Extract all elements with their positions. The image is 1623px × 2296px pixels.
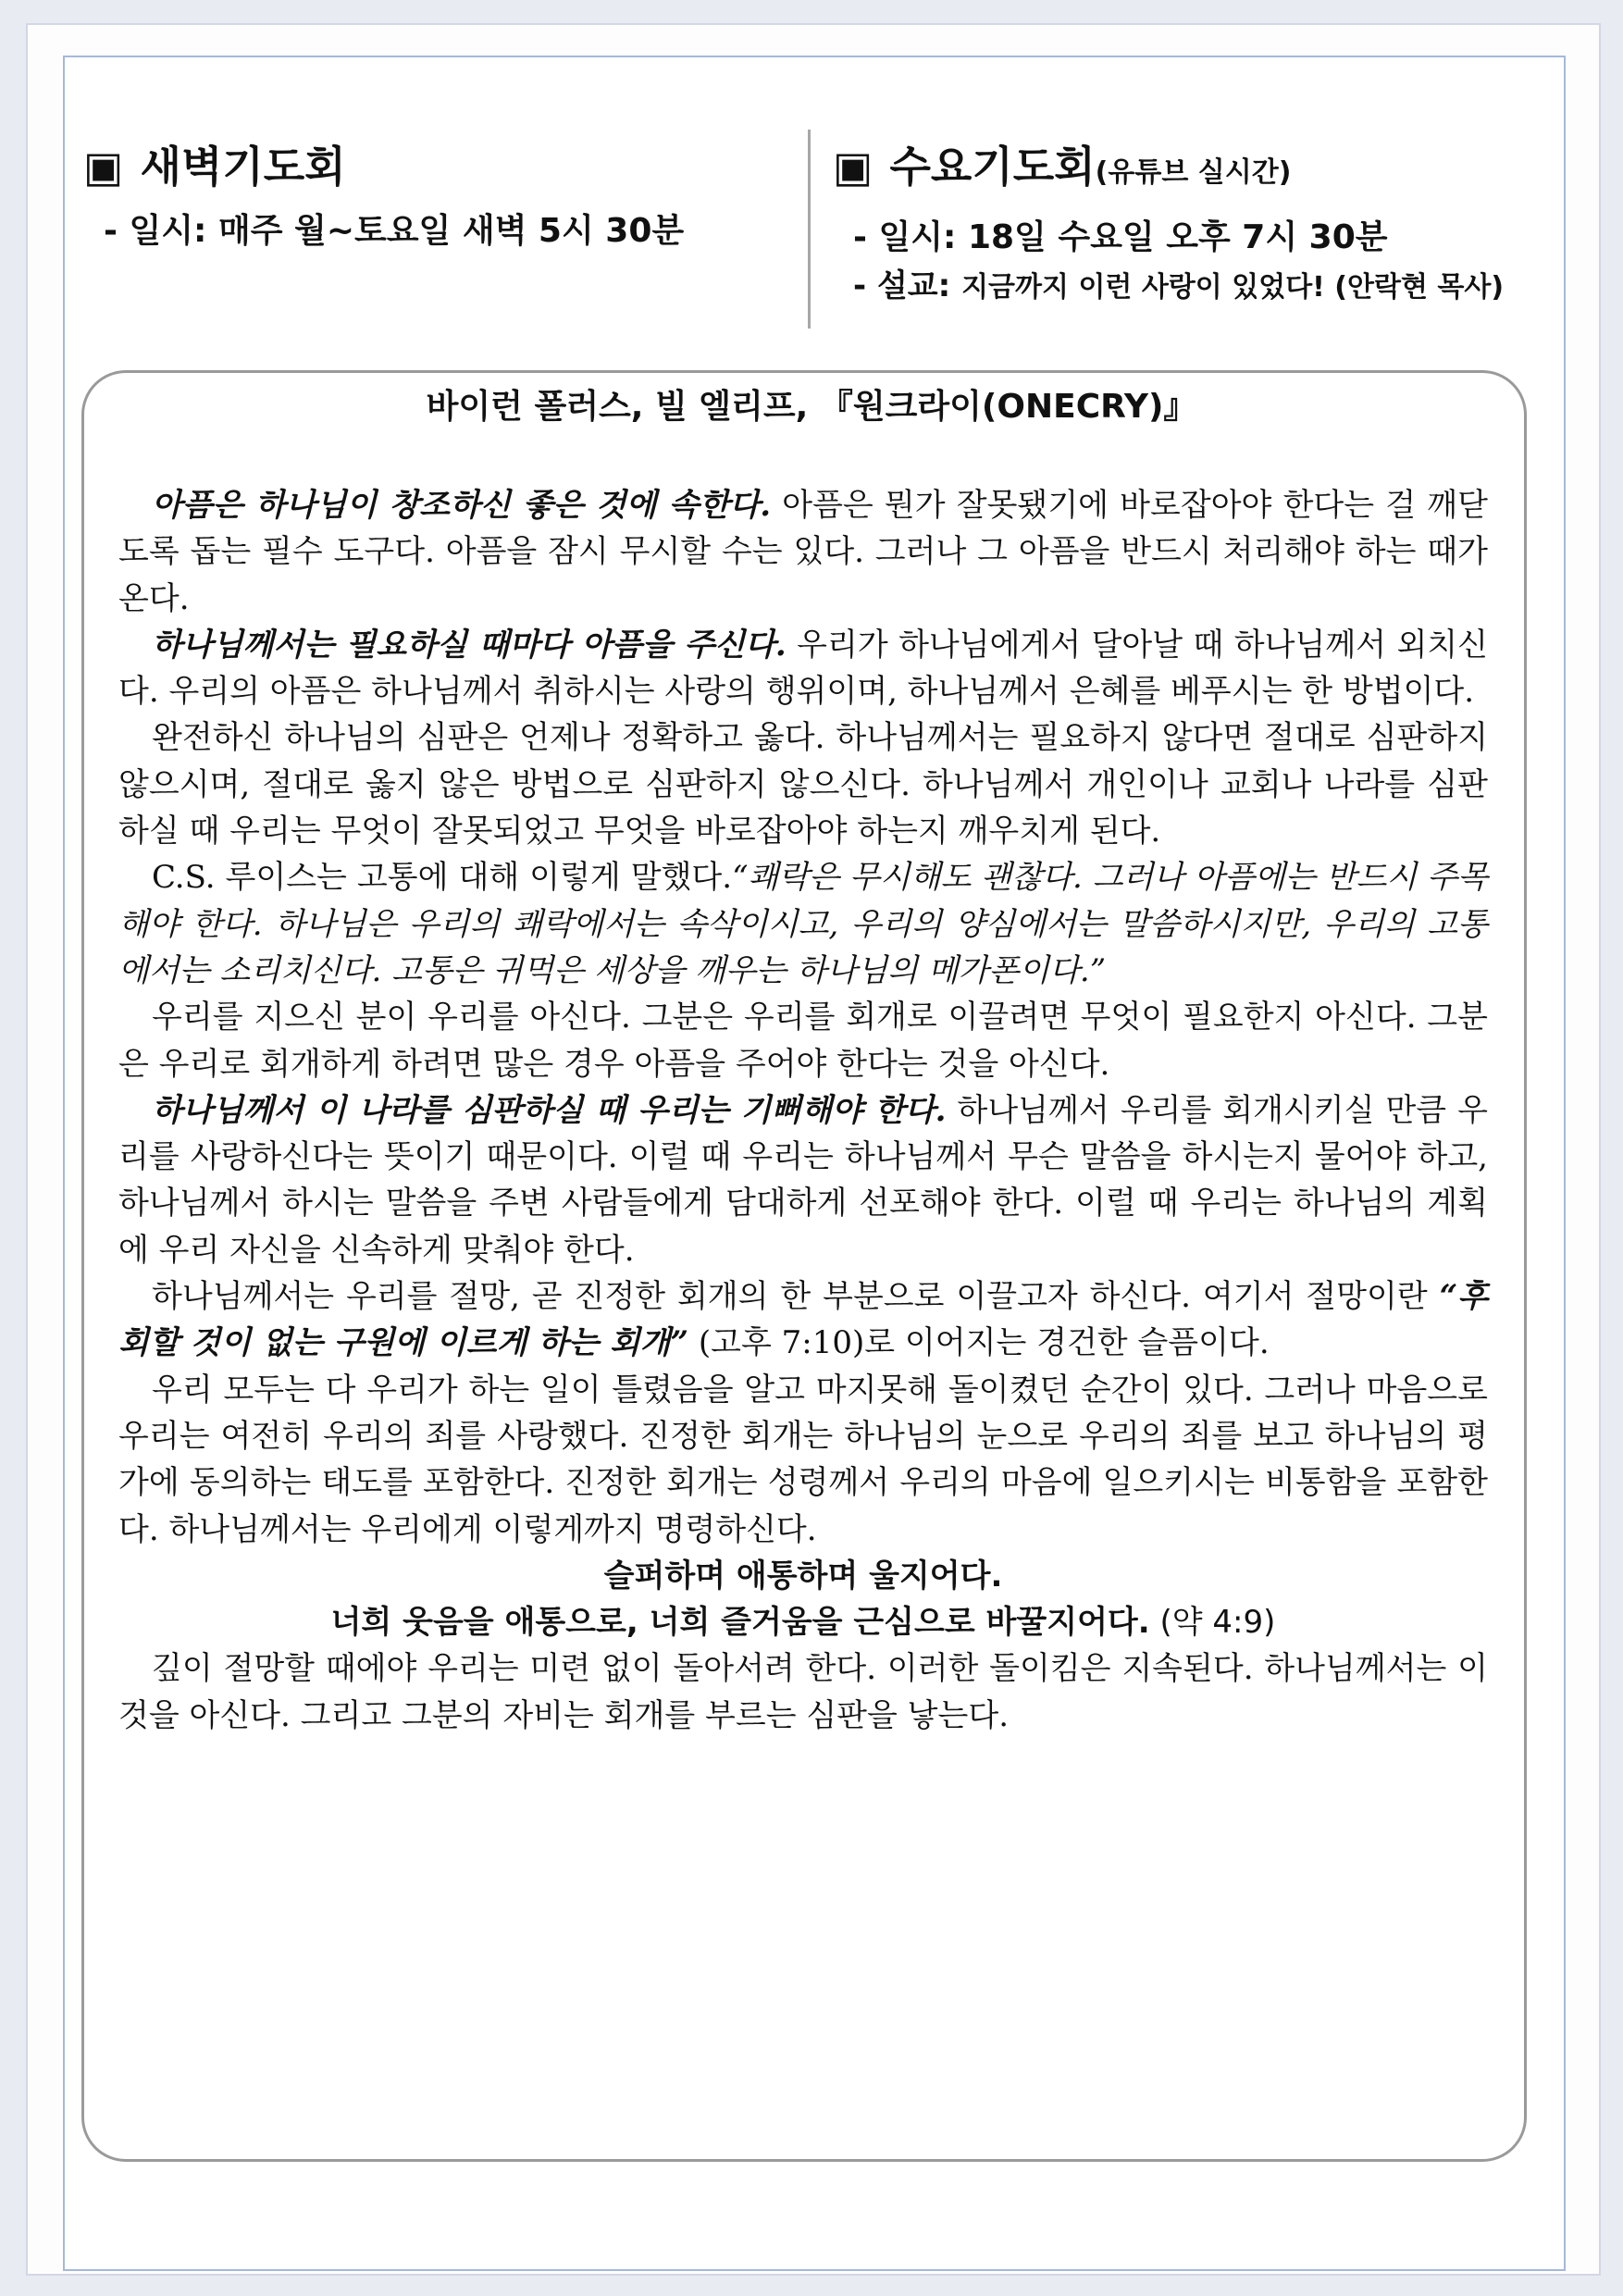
emphasis-text: 아픔은 하나님이 창조하신 좋은 것에 속한다. [152, 487, 772, 524]
wednesday-prayer-title: 수요기도회 [889, 142, 1096, 192]
paragraph: 완전하신 하나님의 심판은 언제나 정확하고 옳다. 하나님께서는 필요하지 않다면 절대로 심판하지 않으시며, 절대로 옳지 않은 방법으로 심판하지 않으신다. 하나님께서 개인이나 교회나 나라를 심판하실 때 우리는 무엇이 잘못되었고 무엇을 바로잡아야 하는지 깨우치게 된다. [118, 719, 1488, 850]
paragraph: C.S. 루이스는 고통에 대해 이렇게 말했다.“쾌락은 무시해도 괜찮다. 그러나 아픔에는 반드시 주목해야 한다. 하나님은 우리의 쾌락에서는 속삭이시고, 우리의 양심에서는 말씀하시지만, 우리의 고통에서는 소리치신다. 고통은 귀먹은 세상을 깨우는 하나님의 메가폰이다.” [118, 859, 1488, 989]
header-divider [808, 130, 811, 329]
dawn-prayer-title: 새벽기도회 [140, 142, 346, 192]
wednesday-prayer-subtitle: (유튜브 실시간) [1095, 156, 1292, 189]
wednesday-prayer-heading [833, 139, 1555, 201]
paragraph: 깊이 절망할 때에야 우리는 미련 없이 돌아서려 한다. 이러한 돌이킴은 지속된다. 하나님께서는 이것을 아신다. 그리고 그분의 자비는 회개를 부르는 심판을 낳는다. [118, 1650, 1488, 1734]
scripture-reference: (약 4:9) [1149, 1604, 1276, 1642]
paragraph: 우리 모두는 다 우리가 하는 일이 틀렸음을 알고 마지못해 돌이켰던 순간이 있다. 그러나 마음으로 우리는 여전히 우리의 죄를 사랑했다. 진정한 회개는 하나님의 눈으로 우리의 죄를 보고 하나님의 평가에 동의하는 태도를 포함한다. 진정한 회개는 성령께서 우리의 마음에 일으키시는 비통함을 포함한다. 하나님께서는 우리에게 이렇게까지 명령하신다. [118, 1371, 1488, 1548]
scripture-line: 너희 웃음을 애통으로, 너희 즐거움을 근심으로 바꿀지어다. (약 4:9) [330, 1604, 1276, 1642]
wednesday-prayer-sermon [853, 262, 1555, 312]
square-bullet-icon: ▣ [833, 142, 873, 192]
wednesday-prayer-section [833, 139, 1555, 312]
emphasis-text: 하나님께서 이 나라를 심판하실 때 우리는 기뻐해야 한다. [152, 1091, 947, 1129]
paragraph: 하나님께서는 우리를 절망, 곧 진정한 회개의 한 부분으로 이끌고자 하신다. 여기서 절망이란 “후회할 것이 없는 구원에 이르게 하는 회개” (고후 7:10)로 이어지는 경건한 슬픔이다. [118, 1278, 1488, 1362]
reading-body [118, 482, 1488, 1739]
scripture-line: 슬퍼하며 애통하며 울지어다. [603, 1557, 1003, 1595]
quote-text: “쾌락은 무시해도 괜찮다. 그러나 아픔에는 반드시 주목해야 한다. 하나님은 우리의 쾌락에서는 속삭이시고, 우리의 양심에서는 말씀하시지만, 우리의 고통에서는 소리치신다. 고통은 귀먹은 세상을 깨우는 하나님의 메가폰이다.” [118, 859, 1488, 989]
reading-title: 바이런 폴러스, 빌 엘리프, 『원크라이(ONECRY)』 [426, 388, 1197, 426]
square-bullet-icon: ▣ [83, 142, 124, 192]
quote-text: “후회할 것이 없는 구원에 이르게 하는 회개” [118, 1278, 1488, 1362]
paragraph: 우리를 지으신 분이 우리를 아신다. 그분은 우리를 회개로 이끌려면 무엇이 필요한지 아신다. 그분은 우리로 회개하게 하려면 많은 경우 아픔을 주어야 한다는 것을 아신다. [118, 999, 1488, 1083]
wednesday-prayer-schedule: - 일시: 18일 수요일 오후 7시 30분 [853, 218, 1388, 256]
dawn-prayer-schedule: - 일시: 매주 월~토요일 새벽 5시 30분 [104, 212, 685, 250]
dawn-prayer-section [83, 139, 805, 255]
dawn-prayer-heading [83, 139, 805, 194]
paragraph: 아픔은 하나님이 창조하신 좋은 것에 속한다. 아픔은 뭔가 잘못됐기에 바로잡아야 한다는 걸 깨닫도록 돕는 필수 도구다. 아픔을 잠시 무시할 수는 있다. 그러나 그 아픔을 반드시 처리해야 하는 때가 온다. [118, 487, 1488, 617]
sermon-title: 지금까지 이런 사랑이 있었다! (안락현 목사) [961, 271, 1505, 304]
sermon-label: - 설교: [853, 267, 962, 304]
paragraph: 하나님께서는 필요하실 때마다 아픔을 주신다. 우리가 하나님에게서 달아날 때 하나님께서 외치신다. 우리의 아픔은 하나님께서 취하시는 사랑의 행위이며, 하나님께서 은혜를 베푸시는 한 방법이다. [118, 626, 1488, 711]
paragraph: 하나님께서 이 나라를 심판하실 때 우리는 기뻐해야 한다. 하나님께서 우리를 회개시키실 만큼 우리를 사랑하신다는 뜻이기 때문이다. 이럴 때 우리는 하나님께서 무슨 말씀을 하시는지 물어야 하고, 하나님께서 하시는 말씀을 주변 사람들에게 담대하게 선포해야 한다. 이럴 때 우리는 하나님의 계획에 우리 자신을 신속하게 맞춰야 한다. [118, 1091, 1489, 1269]
emphasis-text: 하나님께서는 필요하실 때마다 아픔을 주신다. [152, 626, 787, 664]
